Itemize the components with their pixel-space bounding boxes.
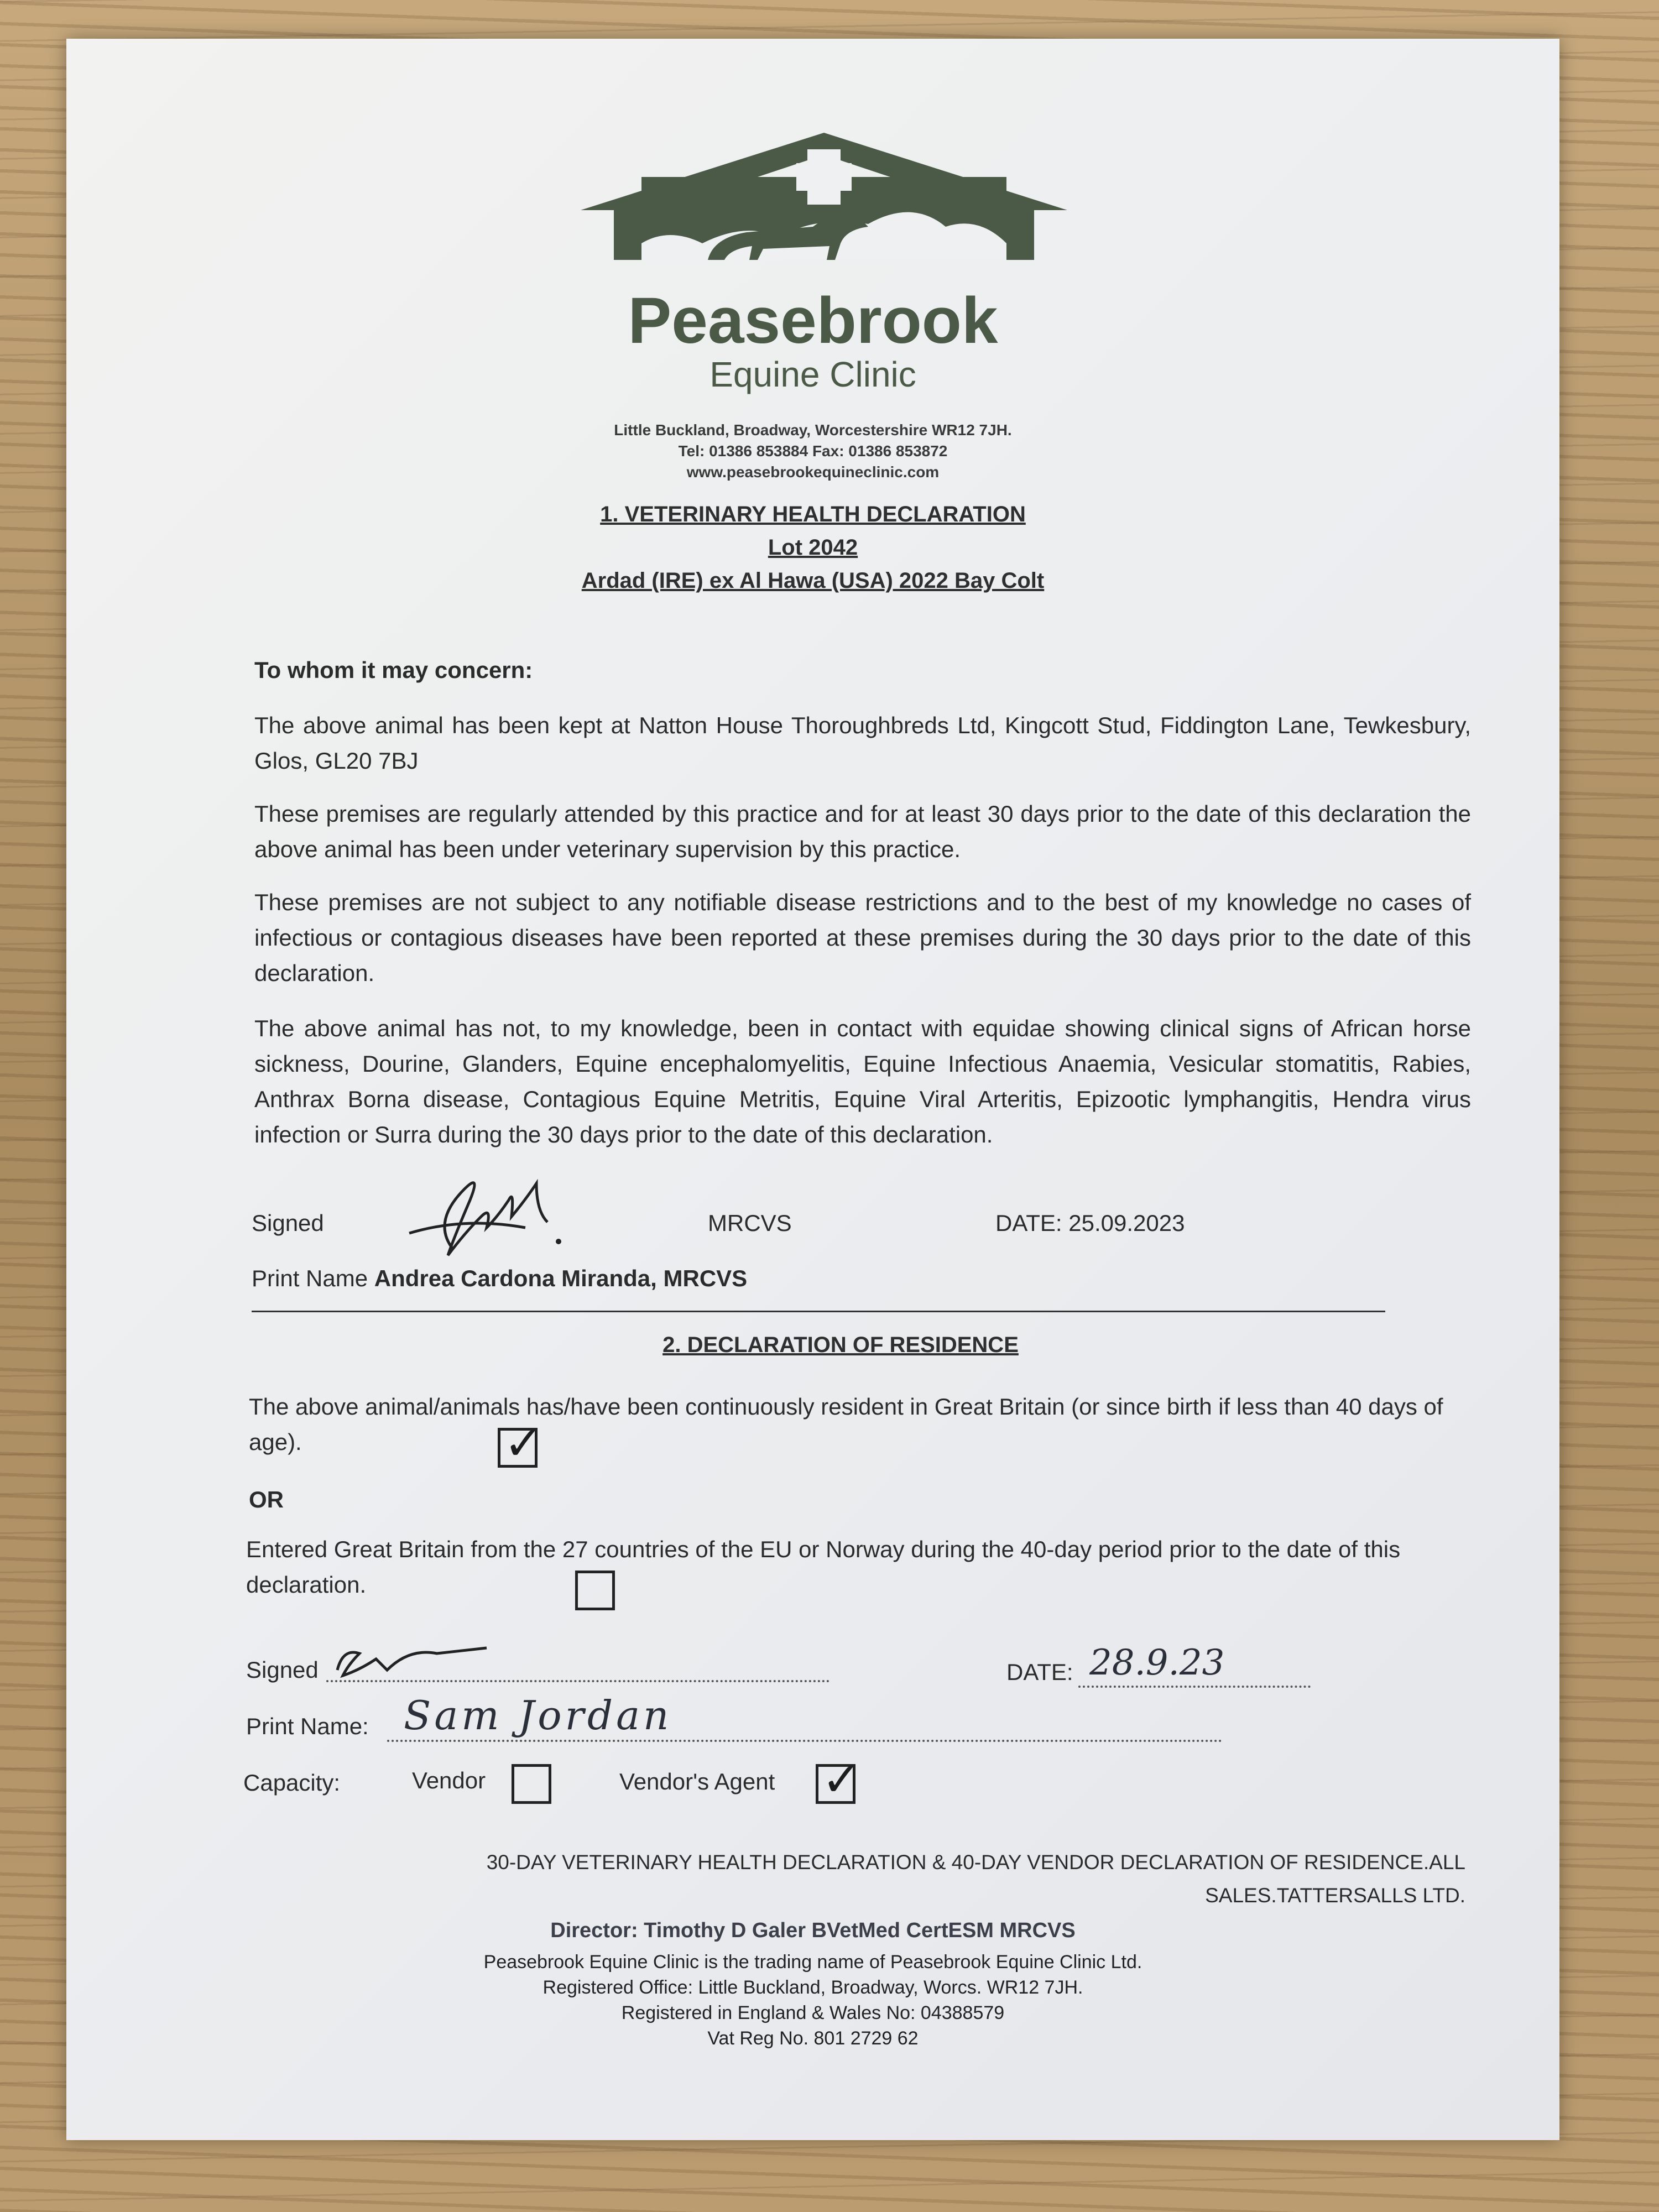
tattersalls-note	[343, 1846, 1465, 1912]
vendor-option-label: Vendor	[412, 1767, 486, 1793]
signed-dotted-line	[326, 1680, 830, 1682]
clinic-logo-graphic	[581, 133, 1067, 310]
registered-office-line: Registered Office: Little Buckland, Broadway, Worcs. WR12 7JH.	[542, 1977, 1083, 1998]
section1-title: 1. VETERINARY HEALTH DECLARATION	[600, 502, 1026, 526]
paragraph-premises: The above animal has been kept at Natton House Thoroughbreds Ltd, Kingcott Stud, Fiddington Lane, Tewkesbury, Glos, GL20 7BJ	[254, 712, 1471, 774]
lot-number: Lot 2042	[768, 535, 858, 560]
vet-print-name-row	[252, 1261, 747, 1296]
entered-checkbox[interactable]	[575, 1571, 615, 1610]
tattersalls-note-line1: 30-DAY VETERINARY HEALTH DECLARATION & 40-DAY VENDOR DECLARATION OF RESIDENCE.ALL	[486, 1851, 1465, 1874]
vendor-print-name: Sam Jordan	[404, 1692, 672, 1739]
company-number-line: Registered in England & Wales No: 04388579	[621, 2002, 1005, 2023]
paragraph-contact-diseases: The above animal has not, to my knowledge, been in contact with equidae showing clinical signs of African horse sickness, Dourine, Glanders, Equine encephalomyelitis, Equine Infectious Anaemia, Vesicular stomatitis, Rabies, Anthrax Borna disease, Contagious Equine Metritis, Equine Viral Arteritis, Epizootic lymphangitis, Hendra virus infection or Surra during the 30 days prior to the date of this declaration.	[254, 1015, 1471, 1147]
vet-signature	[398, 1167, 575, 1266]
vendor-checkbox[interactable]	[512, 1764, 551, 1804]
director-line: Director: Timothy D Galer BVetMed CertESM MRCVS	[550, 1919, 1076, 1942]
horse-description: Ardad (IRE) ex Al Hawa (USA) 2022 Bay Colt	[581, 568, 1045, 593]
vendor-print-label: Print Name:	[246, 1713, 369, 1739]
agent-option-label: Vendor's Agent	[619, 1768, 775, 1794]
clinic-subname: Equine Clinic	[709, 354, 916, 394]
vet-mrcvs: MRCVS	[708, 1210, 792, 1236]
vendor-signature	[326, 1637, 492, 1687]
paragraph-restrictions: These premises are not subject to any notifiable disease restrictions and to the best of my knowledge no cases of infectious or contagious diseases have been reported at these premises during the 30 days prior to the date of this declaration.	[254, 889, 1471, 986]
or-label: OR	[249, 1486, 284, 1512]
residence-paragraph: The above animal/animals has/have been continuously resident in Great Britain (or since birth if less than 40 days of age).	[249, 1394, 1443, 1455]
trading-name-line: Peasebrook Equine Clinic is the trading name of Peasebrook Equine Clinic Ltd.	[483, 1952, 1142, 1973]
vet-signed-label: Signed	[252, 1210, 324, 1236]
section-divider	[252, 1311, 1385, 1312]
paragraph-supervision: These premises are regularly attended by this practice and for at least 30 days prior to the date of this declaration the above animal has been under veterinary supervision by this practice.	[254, 801, 1471, 862]
vet-declaration-date: DATE: 25.09.2023	[995, 1210, 1185, 1236]
clinic-name: Peasebrook	[628, 284, 998, 357]
agent-tick: ✓	[822, 1752, 861, 1807]
section2-title: 2. DECLARATION OF RESIDENCE	[662, 1333, 1019, 1357]
resident-checkbox[interactable]	[498, 1416, 543, 1470]
entered-paragraph: Entered Great Britain from the 27 countries of the EU or Norway during the 40-day period prior to the date of this declaration.	[246, 1536, 1401, 1598]
vendor-date-value: 28.9.23	[1089, 1642, 1225, 1683]
greeting: To whom it may concern:	[254, 657, 533, 683]
registration-block	[343, 1949, 1283, 2051]
vet-print-name: Andrea Cardona Miranda, MRCVS	[374, 1265, 748, 1291]
clinic-phone: Tel: 01386 853884 Fax: 01386 853872	[678, 442, 948, 460]
vendor-date-label: DATE:	[1006, 1659, 1073, 1685]
capacity-label: Capacity:	[243, 1770, 341, 1796]
resident-tick: ✓	[504, 1416, 543, 1470]
clinic-address: Little Buckland, Broadway, Worcestershire WR12 7JH.	[614, 421, 1012, 439]
agent-checkbox[interactable]	[816, 1752, 861, 1807]
print-dotted-line	[387, 1740, 1222, 1742]
vendor-signed-label: Signed	[246, 1657, 319, 1683]
vat-number-line: Vat Reg No. 801 2729 62	[707, 2028, 919, 2049]
date-dotted-line	[1078, 1686, 1311, 1688]
tattersalls-note-line2: SALES.TATTERSALLS LTD.	[1205, 1884, 1465, 1907]
clinic-website: www.peasebrookequineclinic.com	[686, 463, 940, 481]
vet-print-label: Print Name	[252, 1265, 368, 1291]
document-page	[66, 39, 1559, 2140]
